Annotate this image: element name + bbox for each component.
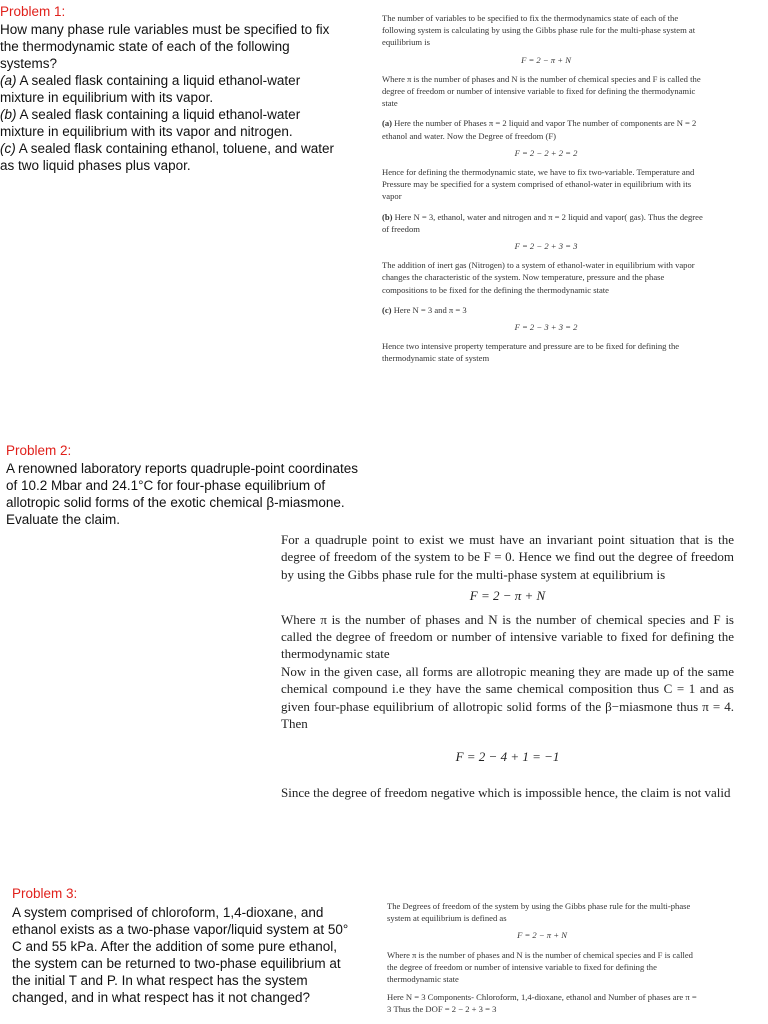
question-line: allotropic solid forms of the exotic chemical β-miasmone. [6, 495, 345, 510]
question-line: the system can be returned to two-phase equilibrium at [12, 956, 341, 971]
part-text: Here N = 3, ethanol, water and nitrogen and π = 2 liquid and vapor( gas). Thus the degree of freedom [382, 211, 703, 234]
solution-conclusion: Hence two intensive property temperature and pressure are to be fixed for defining the thermodynamic state of system [382, 341, 680, 364]
problem-3-solution [387, 900, 697, 1016]
solution-body: Here N = 3 Components- Chloroform, 1,4-dioxane, ethanol and Number of phases are π = 3 Thus the DOF = 2 − 2 + 3 = 3 [387, 992, 697, 1015]
solution-conclusion: Since the degree of freedom negative which is impossible hence, the claim is not valid [281, 784, 731, 800]
question-part-a [0, 72, 372, 89]
problem-3-title: Problem 3: [12, 886, 78, 901]
question-line: of 10.2 Mbar and 24.1°C for four-phase equilibrium of [6, 478, 326, 493]
solution-where: Where π is the number of phases and N is the number of chemical species and F is called the degree of freedom or number of intensive variable to fixed for defining the thermodynamic state [387, 949, 693, 985]
question-line: changed, and in what respect has it not changed? [12, 990, 310, 1005]
part-text: A sealed flask containing a liquid ethanol-water [16, 107, 301, 122]
question-part-b [0, 106, 372, 123]
part-label: (c) [382, 304, 392, 315]
problem-2-title: Problem 2: [6, 443, 72, 458]
part-label: (b) [382, 211, 393, 222]
part-text: A sealed flask containing ethanol, toluene, and water [15, 141, 334, 156]
part-label: (c) [0, 141, 16, 156]
equation: F = 2 − 4 + 1 = −1 [455, 749, 560, 765]
question-part-c [0, 140, 372, 157]
question-line: A system comprised of chloroform, 1,4-dioxane, and [12, 905, 324, 920]
question-line: systems? [0, 56, 58, 71]
question-line: How many phase rule variables must be specified to fix [0, 22, 330, 37]
solution-where: Where π is the number of phases and N is the number of chemical species and F is called the degree of freedom or number of intensive variable to fixed for defining the thermodynamic state [281, 611, 734, 662]
question-line: as two liquid phases plus vapor. [0, 158, 191, 173]
problem-1-title: Problem 1: [0, 4, 66, 19]
solution-part-a [382, 117, 710, 141]
solution-body: Now in the given case, all forms are allotropic meaning they are made up of the same chemical compound i.e they have the same chemical composition thus C = 1 and as given four-phase equilibrium of allotropic solid forms of the β−miasmone thus π = 4. Then [281, 663, 734, 732]
equation: F = 2 − 2 + 3 = 3 [514, 241, 578, 252]
solution-intro: The number of variables to be specified to fix the thermodynamics state of each of the following system is calculating by using the Gibbs phase rule for the multi-phase system at equilibrium is [382, 13, 696, 48]
equation: F = 2 − 2 + 2 = 2 [514, 147, 578, 158]
equation: F = 2 − 3 + 3 = 2 [514, 322, 578, 333]
problem-1-solution [382, 12, 710, 365]
part-text: Here the number of Phases π = 2 liquid and vapor The number of components are N = 2 ethanol and water. Now the Degree of freedom (F) [382, 118, 697, 141]
part-label: (b) [0, 107, 17, 122]
solution-intro: The Degrees of freedom of the system by using the Gibbs phase rule for the multi-phase system at equilibrium is defined as [387, 901, 691, 924]
solution-where: Where π is the number of phases and N is the number of chemical species and F is called the degree of freedom or number of intensive variable to fixed for defining the thermodynamic state [382, 73, 701, 109]
question-line: Evaluate the claim. [6, 512, 121, 527]
part-label: (a) [0, 73, 17, 88]
part-text: Here N = 3 and π = 3 [391, 304, 467, 315]
solution-conclusion: Hence for defining the thermodynamic state, we have to fix two-variable. Temperature and Pressure may be specified for a system comprised of ethanol-water in equilibrium with its vapor [382, 167, 695, 202]
solution-intro: For a quadruple point to exist we must have an invariant point situation that is the degree of freedom of the system to be F = 0. Hence we find out the degree of freedom by using the Gibbs phase rule for the multi-phase system at equilibrium is [281, 532, 734, 582]
question-line: the thermodynamic state of each of the following [0, 39, 290, 54]
question-line: C and 55 kPa. After the addition of some pure ethanol, [12, 939, 337, 954]
equation: F = 2 − π + N [521, 54, 571, 65]
problem-3-question [12, 904, 382, 1006]
problem-1-question [0, 21, 372, 174]
question-line: mixture in equilibrium with its vapor and nitrogen. [0, 124, 293, 139]
solution-conclusion: The addition of inert gas (Nitrogen) to a system of ethanol-water in equilibrium with vapor changes the characteristic of the system. Now temperature, pressure and the phase compositions to be fixed for the defining the thermodynamic state [382, 260, 695, 295]
equation: F = 2 − π + N [469, 588, 546, 604]
part-label: (a) [382, 118, 393, 129]
question-line: ethanol exists as a two-phase vapor/liquid system at 50° [12, 922, 349, 937]
problem-2-solution [281, 531, 734, 801]
question-line: A renowned laboratory reports quadruple-point coordinates [6, 461, 358, 476]
question-line: the initial T and P. In what respect has the system [12, 973, 308, 988]
question-line: mixture in equilibrium with its vapor. [0, 90, 214, 105]
equation: F = 2 − π + N [517, 930, 567, 941]
part-text: A sealed flask containing a liquid ethanol-water [16, 73, 301, 88]
solution-part-c [382, 304, 710, 316]
problem-2-question [6, 460, 391, 528]
solution-part-b [382, 211, 710, 235]
